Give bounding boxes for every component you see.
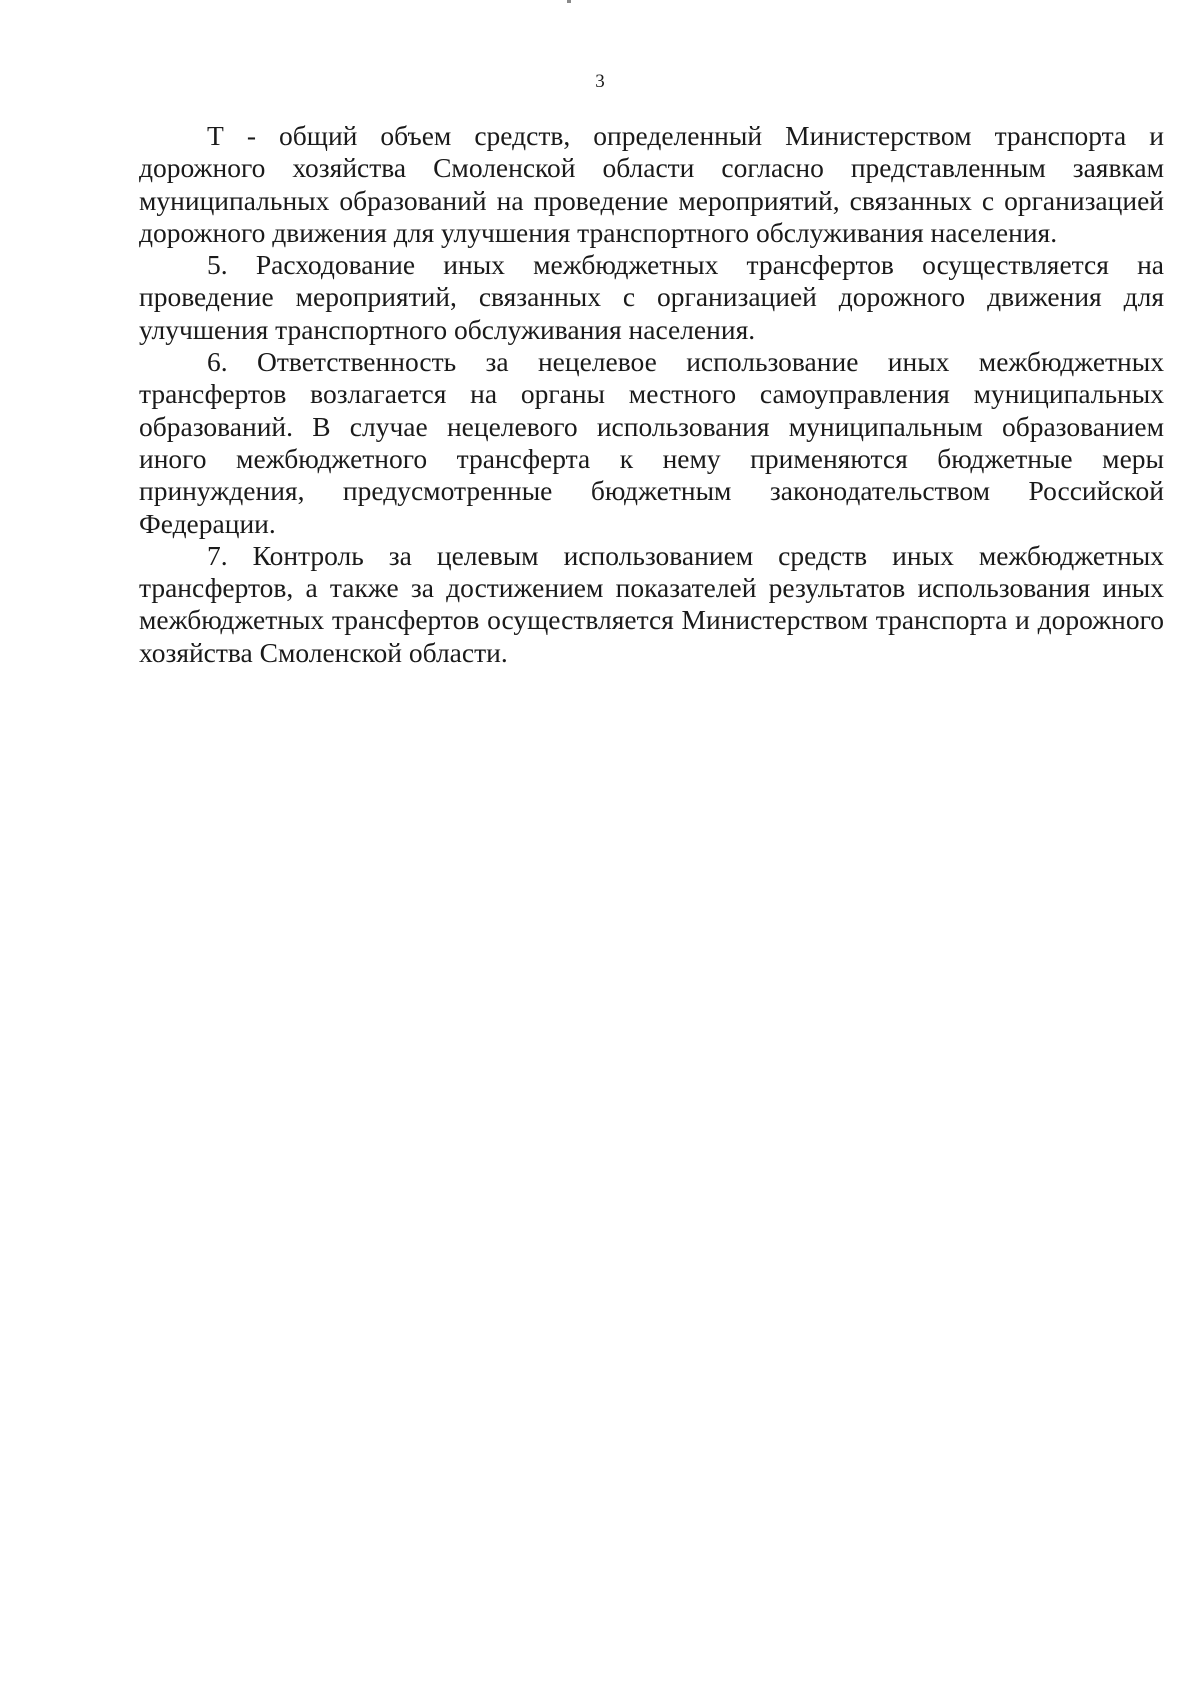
paragraph-5-spending: 5. Расходование иных межбюджетных трансфертов осуществляется на проведение мероприятий, связанных с организацией дорожного движения для улучшения транспортного обслуживания населения. (139, 249, 1164, 345)
paragraph-7-control: 7. Контроль за целевым использованием средств иных межбюджетных трансфертов, а также за достижением показателей результатов использования иных межбюджетных трансфертов осуществляется Министерством транспорта и дорожного хозяйства Смоленской области. (139, 539, 1164, 668)
scan-mark (567, 0, 571, 3)
paragraph-total-funds: Т - общий объем средств, определенный Министерством транспорта и дорожного хозяйства Смоленской области согласно представленным заявкам муниципальных образований на проведение мероприятий, связанных с организацией дорожного движения для улучшения транспортного обслуживания населения. (139, 120, 1164, 248)
page-number: 3 (595, 71, 605, 92)
document-body (139, 120, 1164, 669)
paragraph-6-responsibility: 6. Ответственность за нецелевое использование иных межбюджетных трансфертов возлагается на органы местного самоуправления муниципальных образований. В случае нецелевого использования муниципальным образованием иного межбюджетного трансферта к нему применяются бюджетные меры принуждения, предусмотренные бюджетным законодательством Российской Федерации. (139, 346, 1164, 539)
